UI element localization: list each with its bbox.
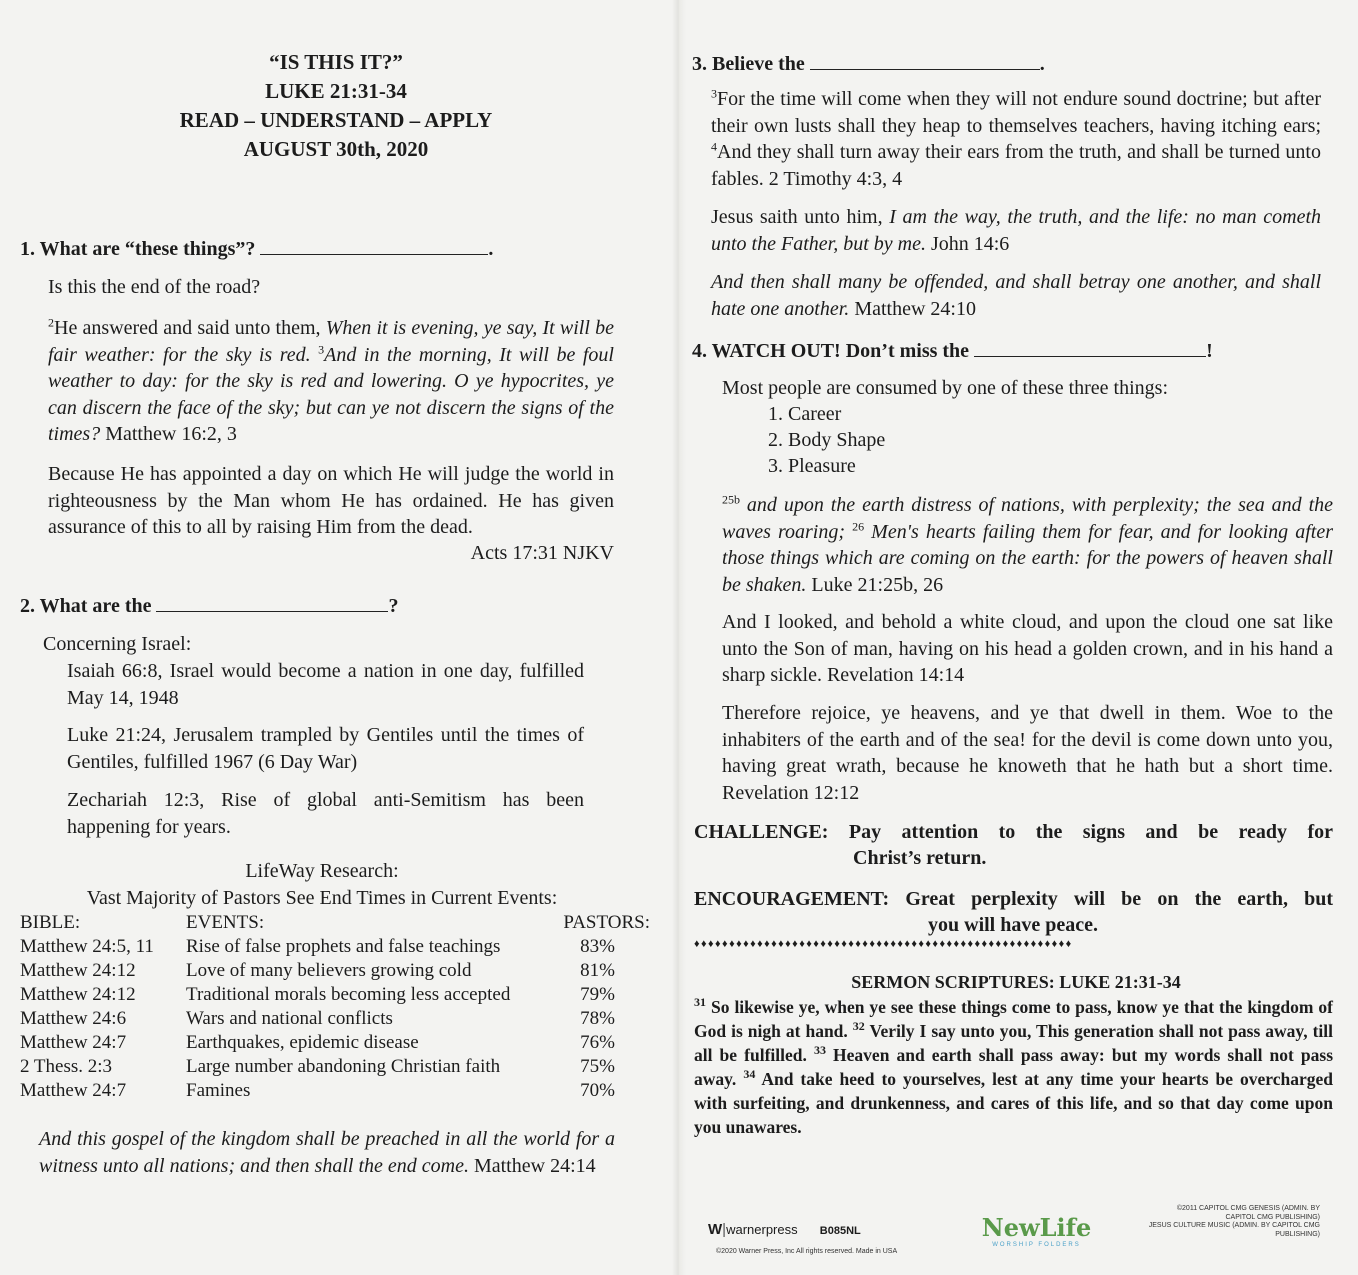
research-subtitle: Vast Majority of Pastors See End Times in Current Events:: [86, 887, 558, 909]
table-row: Matthew 24:6 Wars and national conflicts 78%: [20, 1008, 615, 1029]
timothy-verse: $^3$For the time will come when they will not endure sound doctrine; but after their own lusts shall they heap to themselves teachers, having itching ears; $^4$And they shall turn away their ears from the truth, and shall be turned unto fables. 2 Timothy 4:3, 4: [711, 86, 1321, 190]
title-line-2: LUKE 21:31-34: [265, 79, 407, 103]
product-code: B085NL: [819, 1225, 861, 1237]
fill-in-blank-4: [974, 338, 1206, 357]
concerning-israel: Concerning Israel:: [43, 633, 192, 655]
end-times-table: [20, 911, 650, 1103]
warner-w-icon: W: [708, 1221, 723, 1238]
list-item: 1. Career: [768, 403, 842, 425]
revelation-14-verse: And I looked, and behold a white cloud, and upon the cloud one sat like unto the Son of man, having on his head a golden crown, and in his hand a sharp sickle. Revelation 14:14: [722, 611, 1333, 686]
luke-21-25-verse: $^{25b}$ and upon the earth distress of nations, with perplexity; the sea and the waves roaring; $^{26}$ Men's hearts failing them for fear, and for looking after those things which are coming on the earth: for the powers of heaven shall be shaken. Luke 21:25b, 26: [722, 492, 1333, 596]
table-row: 2 Thess. 2:3 Large number abandoning Christian faith 75%: [20, 1056, 615, 1077]
table-row: Matthew 24:12 Love of many believers growing cold 81%: [20, 960, 615, 981]
challenge-line-2: Christ’s return.: [853, 847, 987, 869]
table-row: Matthew 24:7 Famines 70%: [20, 1080, 615, 1101]
john-14-verse: Jesus saith unto him, I am the way, the truth, and the life: no man cometh unto the Father, but by me. John 14:6: [711, 206, 1322, 255]
newlife-logo-text: NewLife: [981, 1213, 1092, 1242]
point-1-heading: 1. What are “these things”? .: [20, 238, 494, 260]
music-credits: ©2011 CAPITOL CMG GENESIS (ADMIN. BY CAPITOL CMG PUBLISHING) JESUS CULTURE MUSIC (ADMIN. BY CAPITOL CMG PUBLISHING): [1148, 1205, 1320, 1238]
point-3-heading: 3. Believe the .: [692, 53, 1045, 75]
title-line-3: READ – UNDERSTAND – APPLY: [179, 108, 493, 132]
revelation-12-verse: Therefore rejoice, ye heavens, and ye that dwell in them. Woe to the inhabiters of the earth and of the sea! for the devil is come down unto you, having great wrath, because he knoweth that he hath but a short time. Revelation 12:12: [722, 702, 1333, 804]
page-fold: [672, 0, 686, 1275]
sermon-scriptures-text: $^{31}$ So likewise ye, when ye see these things come to pass, know ye that the kingdom of God is nigh at hand. $^{32}$ Verily I say unto you, This generation shall not pass away, till all be fulfilled. $^{33}$ Heaven and earth shall pass away: but my words shall not pass away. $^{34}$ And take heed to yourselves, lest at any time your hearts be overcharged with surfeiting, and drunkenness, and cares of this life, and so that day come upon you unawares.: [694, 995, 1334, 1137]
title-line-1: “IS THIS IT?”: [269, 50, 403, 74]
point-4-heading: 4. WATCH OUT! Don’t miss the !: [692, 340, 1213, 362]
israel-item-1: Isaiah 66:8, Israel would become a nation in one day, fulfilled May 14, 1948: [67, 660, 584, 709]
table-row: Matthew 24:12 Traditional morals becoming less accepted 79%: [20, 984, 615, 1005]
list-item: 3. Pleasure: [768, 455, 856, 477]
israel-item-3: Zechariah 12:3, Rise of global anti-Semitism has been happening for years.: [67, 789, 584, 838]
acts-17-ref: Acts 17:31 NJKV: [470, 542, 614, 564]
matthew-24-14-verse: And this gospel of the kingdom shall be preached in all the world for a witness unto all nations; and then shall the end come. Matthew 24:14: [39, 1128, 615, 1177]
matthew-16-verse: $^2$He answered and said unto them, When it is evening, ye say, It will be fair weather: for the sky is red. $^3$And in the morning, It will be foul weather to day: for the sky is red and lowering. O ye hypocrites, ye can discern the face of the sky; but can ye not discern the signs of the times? Matthew 16:2, 3: [48, 315, 615, 445]
copyright-text: ©2020 Warner Press, Inc All rights reserved. Made in USA: [716, 1248, 898, 1255]
acts-17-verse: Because He has appointed a day on which He will judge the world in righteousness by the Man whom He has ordained. He has given assurance of this to all by raising Him from the dead.: [48, 463, 614, 538]
newlife-logo: [964, 1213, 1109, 1248]
sermon-scriptures-title: SERMON SCRIPTURES: LUKE 21:31-34: [851, 972, 1181, 992]
encouragement-line-1: ENCOURAGEMENT: Great perplexity will be on the earth, but: [694, 888, 1333, 910]
newlife-logo-subtitle: WORSHIP FOLDERS: [992, 1242, 1081, 1248]
fill-in-blank-1: [260, 236, 488, 255]
encouragement-line-2: you will have peace.: [928, 914, 1098, 936]
point-2-heading: 2. What are the ?: [20, 595, 399, 617]
consumed-intro: Most people are consumed by one of these three things:: [722, 377, 1168, 399]
list-item: 2. Body Shape: [768, 429, 886, 451]
research-title: LifeWay Research:: [245, 860, 399, 882]
warner-press-logo: W|warnerpress B085NL: [708, 1221, 861, 1238]
challenge-line-1: CHALLENGE: Pay attention to the signs and be ready for: [694, 821, 1333, 843]
point-1-question: Is this the end of the road?: [48, 276, 261, 298]
table-header-row: BIBLE: EVENTS: PASTORS:: [20, 912, 650, 933]
diamond-divider: ♦♦♦♦♦♦♦♦♦♦♦♦♦♦♦♦♦♦♦♦♦♦♦♦♦♦♦♦♦♦♦♦♦♦♦♦♦♦♦♦♦♦♦♦♦♦♦♦♦♦♦♦♦♦: [694, 938, 1073, 950]
fill-in-blank-3: [810, 51, 1040, 70]
sermon-title-block: [0, 48, 672, 164]
table-row: Matthew 24:5, 11 Rise of false prophets and false teachings 83%: [20, 936, 615, 957]
matthew-24-10-verse: And then shall many be offended, and shall betray one another, and shall hate one another. Matthew 24:10: [711, 271, 1321, 320]
title-line-4: AUGUST 30th, 2020: [243, 137, 429, 161]
table-row: Matthew 24:7 Earthquakes, epidemic disease 76%: [20, 1032, 615, 1053]
israel-item-2: Luke 21:24, Jerusalem trampled by Gentiles until the times of Gentiles, fulfilled 1967 (6 Day War): [67, 724, 584, 773]
fill-in-blank-2: [156, 593, 388, 612]
